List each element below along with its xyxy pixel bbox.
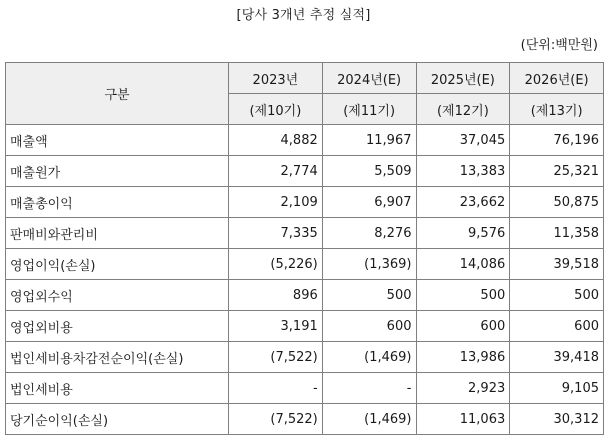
cell-value: 600 (416, 311, 510, 342)
row-label: 영업이익(손실) (6, 249, 229, 280)
cell-value: 500 (416, 280, 510, 311)
cell-value: 76,196 (510, 125, 604, 156)
row-label: 당기순이익(손실) (6, 404, 229, 435)
year-2026: 2026년(E) (510, 63, 604, 94)
row-label: 영업외비용 (6, 311, 229, 342)
cell-value: 2,923 (416, 373, 510, 404)
year-2025: 2025년(E) (416, 63, 510, 94)
table-row (6, 311, 604, 342)
year-2024: 2024년(E) (322, 63, 416, 94)
cell-value: 11,063 (416, 404, 510, 435)
cell-value: (5,226) (229, 249, 323, 280)
term-13: (제13기) (510, 94, 604, 125)
cell-value: (1,369) (322, 249, 416, 280)
row-label: 법인세비용차감전순이익(손실) (6, 342, 229, 373)
header-row-years (6, 63, 604, 94)
cell-value: 37,045 (416, 125, 510, 156)
cell-value: 600 (510, 311, 604, 342)
row-label: 매출총이익 (6, 187, 229, 218)
cell-value: (1,469) (322, 342, 416, 373)
term-11: (제11기) (322, 94, 416, 125)
table-row (6, 373, 604, 404)
cell-value: (7,522) (229, 404, 323, 435)
cell-value: - (322, 373, 416, 404)
term-10: (제10기) (229, 94, 323, 125)
table-row (6, 404, 604, 435)
cell-value: (7,522) (229, 342, 323, 373)
year-2023: 2023년 (229, 63, 323, 94)
table-body (6, 125, 604, 435)
cell-value: 39,518 (510, 249, 604, 280)
cell-value: 9,105 (510, 373, 604, 404)
table-row (6, 156, 604, 187)
unit-label: (단위:백만원) (520, 38, 598, 53)
table-row (6, 218, 604, 249)
cell-value: 5,509 (322, 156, 416, 187)
cell-value: 500 (510, 280, 604, 311)
cell-value: (1,469) (322, 404, 416, 435)
cell-value: 11,967 (322, 125, 416, 156)
row-label: 판매비와관리비 (6, 218, 229, 249)
cell-value: 23,662 (416, 187, 510, 218)
row-label: 영업외수익 (6, 280, 229, 311)
cell-value: 13,383 (416, 156, 510, 187)
table-header (6, 63, 604, 125)
cell-value: 50,875 (510, 187, 604, 218)
row-header-label: 구분 (6, 63, 229, 125)
row-label: 매출액 (6, 125, 229, 156)
cell-value: 7,335 (229, 218, 323, 249)
row-label: 법인세비용 (6, 373, 229, 404)
cell-value: 8,276 (322, 218, 416, 249)
cell-value: 13,986 (416, 342, 510, 373)
table-row (6, 187, 604, 218)
cell-value: 2,774 (229, 156, 323, 187)
term-12: (제12기) (416, 94, 510, 125)
cell-value: 500 (322, 280, 416, 311)
cell-value: 4,882 (229, 125, 323, 156)
cell-value: 3,191 (229, 311, 323, 342)
table-row (6, 249, 604, 280)
cell-value: 896 (229, 280, 323, 311)
cell-value: 6,907 (322, 187, 416, 218)
cell-value: - (229, 373, 323, 404)
cell-value: 11,358 (510, 218, 604, 249)
cell-value: 30,312 (510, 404, 604, 435)
row-label: 매출원가 (6, 156, 229, 187)
cell-value: 9,576 (416, 218, 510, 249)
cell-value: 600 (322, 311, 416, 342)
financial-table (5, 62, 604, 435)
table-row (6, 125, 604, 156)
cell-value: 14,086 (416, 249, 510, 280)
cell-value: 2,109 (229, 187, 323, 218)
table-row (6, 280, 604, 311)
cell-value: 25,321 (510, 156, 604, 187)
table-row (6, 342, 604, 373)
cell-value: 39,418 (510, 342, 604, 373)
document-title: [당사 3개년 추정 실적] (236, 8, 371, 23)
